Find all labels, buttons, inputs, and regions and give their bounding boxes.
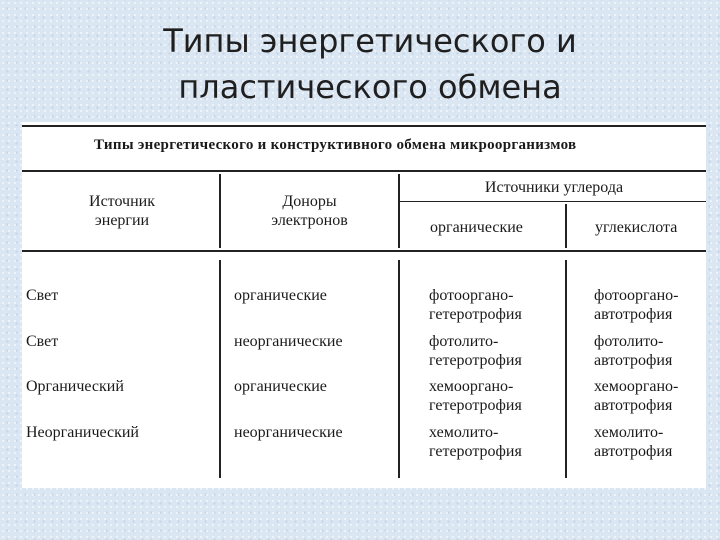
row-4-co2-type-line-2: автотрофия xyxy=(594,443,673,460)
header-carbon-sources: Источники углерода xyxy=(484,179,624,196)
row-4-donor: неорганические xyxy=(234,424,343,441)
row-1-organic-type-line-1: фотооргано- xyxy=(429,287,514,304)
row-2-co2-type-line-2: автотрофия xyxy=(594,352,673,369)
row-2-organic-type-line-2: гетеротрофия xyxy=(429,352,522,369)
row-3-donor: органические xyxy=(234,378,327,395)
column-divider-2 xyxy=(398,174,400,248)
row-2-organic-type-line-1: фотолито- xyxy=(429,333,499,350)
column-divider-3-body xyxy=(565,260,567,478)
row-1-donor: органические xyxy=(234,287,327,304)
row-2-co2-type xyxy=(594,332,672,370)
row-4-energy: Неорганический xyxy=(26,424,139,441)
row-3-energy: Органический xyxy=(26,378,124,395)
row-2-co2-type-line-1: фотолито- xyxy=(594,333,664,350)
scanned-table-image xyxy=(22,122,706,488)
row-3-organic-type-line-1: хемооргано- xyxy=(429,378,514,395)
row-4-co2-type-line-1: хемолито- xyxy=(594,424,664,441)
row-2-donor: неорганические xyxy=(234,333,343,350)
carbon-header-rule xyxy=(400,201,706,202)
row-1-energy: Свет xyxy=(26,287,59,304)
row-4-organic-type-line-1: хемолито- xyxy=(429,424,499,441)
row-3-co2-type xyxy=(594,377,678,415)
row-1-co2-type-line-2: автотрофия xyxy=(594,306,673,323)
row-1-co2-type-line-1: фотооргано- xyxy=(594,287,679,304)
header-co2: углекислота xyxy=(595,219,678,236)
header-bottom-rule xyxy=(22,250,706,252)
row-4-organic-type-line-2: гетеротрофия xyxy=(429,443,522,460)
row-3-organic-type-line-2: гетеротрофия xyxy=(429,397,522,414)
header-electron-donors xyxy=(227,192,392,230)
row-4-co2-type xyxy=(594,423,672,461)
row-3-organic-type xyxy=(429,377,522,415)
header-organic: органические xyxy=(430,219,523,236)
header-electron-donors-line-2: электронов xyxy=(271,212,348,229)
row-1-organic-type xyxy=(429,286,522,324)
row-2-energy: Свет xyxy=(26,333,59,350)
row-3-co2-type-line-1: хемооргано- xyxy=(594,378,679,395)
table-top-rule xyxy=(22,125,706,127)
row-2-organic-type xyxy=(429,332,522,370)
column-divider-3 xyxy=(565,204,567,248)
header-energy-source xyxy=(42,192,202,230)
header-energy-source-line-1: Источник xyxy=(89,193,155,210)
slide-title-line-2: пластического обмена xyxy=(178,68,562,106)
table-caption: Типы энергетического и конструктивного обмена микроорганизмов xyxy=(94,137,577,153)
row-1-co2-type xyxy=(594,286,679,324)
row-3-co2-type-line-2: автотрофия xyxy=(594,397,673,414)
header-electron-donors-line-1: Доноры xyxy=(282,193,337,210)
row-4-organic-type xyxy=(429,423,522,461)
row-1-organic-type-line-2: гетеротрофия xyxy=(429,306,522,323)
slide-title xyxy=(100,18,640,110)
column-divider-1-body xyxy=(219,260,221,478)
slide-title-line-1: Типы энергетического и xyxy=(163,22,577,60)
caption-bottom-rule xyxy=(22,170,706,172)
header-energy-source-line-2: энергии xyxy=(94,212,150,229)
column-divider-2-body xyxy=(398,260,400,478)
column-divider-1 xyxy=(219,174,221,248)
